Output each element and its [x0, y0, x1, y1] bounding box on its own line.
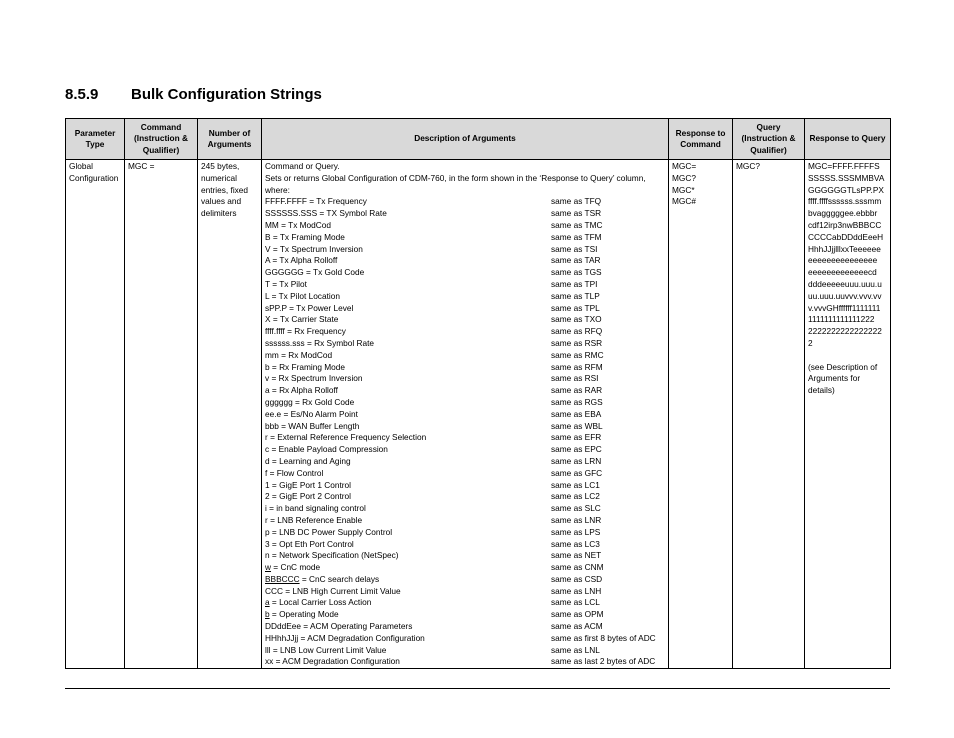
argument-line: [265, 527, 665, 539]
argument-equivalent: same as TPL: [551, 302, 600, 313]
argument-equivalent: same as TLP: [551, 290, 600, 301]
response-query-line: CCCCabDDddEeeH: [808, 231, 884, 242]
argument-line: [265, 562, 665, 574]
argument-definition: r = External Reference Frequency Selection: [265, 432, 427, 443]
argument-definition: SSSSSS.SSS = TX Symbol Rate: [265, 208, 387, 219]
argument-equivalent: same as LRN: [551, 455, 602, 466]
argument-equivalent: same as TFQ: [551, 196, 602, 207]
argument-definition: A = Tx Alpha Rolloff: [265, 255, 338, 266]
table-row: [66, 160, 891, 669]
argument-definition: ssssss.sss = Rx Symbol Rate: [265, 337, 375, 348]
argument-definition: mm = Rx ModCod: [265, 349, 333, 360]
argument-definition: T = Tx Pilot: [265, 278, 307, 289]
cell-parameter-type: Global Configuration: [66, 160, 125, 669]
argument-line: [265, 621, 665, 633]
response-query-line: 2222222222222222: [808, 326, 882, 337]
header-query: Query (Instruction & Qualifier): [733, 119, 805, 160]
argument-line: [265, 397, 665, 409]
argument-definition: B = Tx Framing Mode: [265, 231, 345, 242]
argument-definition: [265, 562, 551, 574]
argument-line: [265, 267, 665, 279]
argument-definition: FFFF.FFFF = Tx Frequency: [265, 196, 367, 207]
argument-line: [265, 291, 665, 303]
footer-divider: [65, 688, 890, 689]
argument-definition: DDddEee = ACM Operating Parameters: [265, 621, 413, 632]
argument-equivalent: same as LC1: [551, 479, 600, 490]
argument-line: [265, 362, 665, 374]
argument-equivalent: same as TSI: [551, 243, 598, 254]
argument-line: [265, 656, 665, 668]
argument-equivalent: same as RSI: [551, 373, 599, 384]
argument-equivalent: same as LCL: [551, 597, 600, 608]
response-command-item: MGC?: [672, 172, 696, 183]
argument-equivalent: same as CNM: [551, 562, 604, 573]
argument-definition: v = Rx Spectrum Inversion: [265, 373, 363, 384]
argument-line: [265, 409, 665, 421]
response-query-line: cdf12irp3nwBBBCC: [808, 219, 882, 230]
argument-definition: c = Enable Payload Compression: [265, 444, 388, 455]
section-heading: [65, 86, 322, 103]
response-query-note: (see Description of Arguments for details): [808, 361, 878, 396]
argument-equivalent: same as TAR: [551, 255, 601, 266]
description-intro-line: Sets or returns Global Configuration of CDM-760, in the form shown in the ‘Response to Query’ column,: [265, 172, 646, 183]
argument-definition: d = Learning and Aging: [265, 455, 351, 466]
argument-definition: L = Tx Pilot Location: [265, 290, 340, 301]
argument-definition: bbb = WAN Buffer Length: [265, 420, 360, 431]
argument-symbol: BBBCCC: [265, 573, 300, 584]
argument-line: [265, 633, 665, 645]
response-command-item: MGC*: [672, 184, 695, 195]
argument-equivalent: same as TFM: [551, 231, 602, 242]
bulk-config-table: [65, 118, 891, 669]
argument-line: [265, 491, 665, 503]
header-command: Command (Instruction & Qualifier): [125, 119, 198, 160]
response-query-line: GGGGGGTLsPP.PX: [808, 184, 884, 195]
response-query-line: dddeeeeeuuu.uuu.u: [808, 278, 882, 289]
argument-definition: GGGGGG = Tx Gold Code: [265, 267, 365, 278]
argument-definition: b = Rx Framing Mode: [265, 361, 346, 372]
argument-line: [265, 326, 665, 338]
argument-list: [265, 196, 665, 668]
argument-definition: 1 = GigE Port 1 Control: [265, 479, 352, 490]
argument-line: [265, 586, 665, 598]
argument-line: [265, 468, 665, 480]
argument-symbol: b: [265, 609, 270, 620]
argument-line: [265, 609, 665, 621]
section-number: 8.5.9: [65, 86, 99, 103]
cell-query: MGC?: [733, 160, 805, 669]
argument-line: [265, 456, 665, 468]
argument-equivalent: same as last 2 bytes of ADC: [551, 656, 656, 667]
cell-command: MGC =: [125, 160, 198, 669]
argument-equivalent: same as first 8 bytes of ADC: [551, 632, 656, 643]
argument-line: [265, 503, 665, 515]
response-query-line: v.vvvGHffffff1111111: [808, 302, 881, 313]
argument-equivalent: same as LPS: [551, 526, 601, 537]
argument-equivalent: same as NET: [551, 550, 602, 561]
argument-equivalent: same as RFM: [551, 361, 603, 372]
argument-definition: a = Rx Alpha Rolloff: [265, 385, 338, 396]
argument-line: [265, 350, 665, 362]
response-query-line: HhhJJjjlllxxTeeeeee: [808, 243, 881, 254]
response-query-line: eeeeeeeeeeeeecd: [808, 267, 877, 278]
response-query-string: [808, 161, 887, 350]
argument-line: [265, 338, 665, 350]
response-query-line: eeeeeeeeeeeeeee: [808, 255, 878, 266]
argument-line: [265, 645, 665, 657]
argument-meaning: = Local Carrier Loss Action: [269, 597, 372, 608]
response-command-item: MGC#: [672, 196, 696, 207]
argument-equivalent: same as WBL: [551, 420, 603, 431]
argument-equivalent: same as EBA: [551, 408, 602, 419]
table-header-row: [66, 119, 891, 160]
argument-definition: n = Network Specification (NetSpec): [265, 550, 399, 561]
argument-meaning: = Operating Mode: [269, 609, 339, 620]
argument-definition: 2 = GigE Port 2 Control: [265, 491, 352, 502]
argument-equivalent: same as ACM: [551, 621, 603, 632]
header-number-of-arguments: Number of Arguments: [198, 119, 262, 160]
argument-equivalent: same as RSR: [551, 337, 603, 348]
argument-line: [265, 208, 665, 220]
argument-equivalent: same as TPI: [551, 278, 598, 289]
cell-response-to-query: [805, 160, 891, 669]
argument-equivalent: same as GFC: [551, 467, 603, 478]
argument-meaning: = CnC search delays: [299, 573, 380, 584]
argument-line: [265, 432, 665, 444]
cell-description: [262, 160, 669, 669]
argument-equivalent: same as LNH: [551, 585, 602, 596]
argument-equivalent: same as EFR: [551, 432, 602, 443]
description-intro-line: Command or Query.: [265, 161, 340, 171]
argument-equivalent: same as OPM: [551, 609, 604, 620]
argument-equivalent: same as RGS: [551, 396, 603, 407]
argument-line: [265, 314, 665, 326]
response-command-list: [672, 161, 729, 208]
header-response-to-command: Response to Command: [669, 119, 733, 160]
argument-definition: HHhhJJjj = ACM Degradation Configuration: [265, 632, 425, 643]
argument-line: [265, 220, 665, 232]
argument-equivalent: same as LC3: [551, 538, 600, 549]
argument-symbol: w: [265, 562, 271, 573]
argument-equivalent: same as LNL: [551, 644, 600, 655]
argument-definition: r = LNB Reference Enable: [265, 514, 363, 525]
argument-line: [265, 515, 665, 527]
description-intro-line: where:: [265, 184, 290, 195]
argument-definition: f = Flow Control: [265, 467, 324, 478]
argument-definition: lll = LNB Low Current Limit Value: [265, 644, 387, 655]
argument-definition: p = LNB DC Power Supply Control: [265, 526, 393, 537]
response-query-line: 1111111111111222: [808, 314, 875, 325]
cell-response-to-command: [669, 160, 733, 669]
argument-line: [265, 373, 665, 385]
argument-definition: gggggg = Rx Gold Code: [265, 396, 355, 407]
argument-equivalent: same as EPC: [551, 444, 602, 455]
argument-line: [265, 444, 665, 456]
argument-equivalent: same as LNR: [551, 514, 602, 525]
argument-line: [265, 385, 665, 397]
argument-definition: MM = Tx ModCod: [265, 219, 332, 230]
cell-num-args: 245 bytes, numerical entries, fixed values and delimiters: [198, 160, 262, 669]
argument-line: [265, 279, 665, 291]
argument-equivalent: same as RFQ: [551, 326, 603, 337]
argument-line: [265, 480, 665, 492]
argument-line: [265, 550, 665, 562]
argument-equivalent: same as LC2: [551, 491, 600, 502]
argument-equivalent: same as RMC: [551, 349, 604, 360]
argument-definition: [265, 574, 551, 586]
argument-equivalent: same as TMC: [551, 219, 603, 230]
argument-symbol: a: [265, 597, 270, 608]
response-query-line: bvagggggee.ebbbr: [808, 208, 878, 219]
argument-equivalent: same as CSD: [551, 573, 603, 584]
argument-line: [265, 255, 665, 267]
header-parameter-type: Parameter Type: [66, 119, 125, 160]
argument-line: [265, 574, 665, 586]
argument-equivalent: same as TGS: [551, 267, 602, 278]
argument-line: [265, 232, 665, 244]
argument-definition: sPP.P = Tx Power Level: [265, 302, 354, 313]
argument-equivalent: same as RAR: [551, 385, 603, 396]
argument-equivalent: same as SLC: [551, 503, 601, 514]
argument-line: [265, 303, 665, 315]
argument-line: [265, 244, 665, 256]
argument-definition: X = Tx Carrier State: [265, 314, 339, 325]
response-query-line: SSSSS.SSSMMBVA: [808, 172, 885, 183]
header-response-to-query: Response to Query: [805, 119, 891, 160]
argument-definition: [265, 609, 551, 621]
argument-definition: i = in band signaling control: [265, 503, 366, 514]
argument-line: [265, 196, 665, 208]
argument-line: [265, 539, 665, 551]
response-query-line: MGC=FFFF.FFFFS: [808, 161, 880, 171]
argument-equivalent: same as TSR: [551, 208, 602, 219]
argument-definition: ee.e = Es/No Alarm Point: [265, 408, 358, 419]
argument-definition: CCC = LNB High Current Limit Value: [265, 585, 401, 596]
argument-meaning: = CnC mode: [271, 562, 321, 573]
argument-definition: ffff.ffff = Rx Frequency: [265, 326, 346, 337]
header-description: Description of Arguments: [262, 119, 669, 160]
response-query-line: uu.uuu.uuvvv.vvv.vv: [808, 290, 882, 301]
response-query-line: 2: [808, 337, 813, 348]
argument-definition: xx = ACM Degradation Configuration: [265, 656, 400, 667]
response-command-item: MGC=: [672, 161, 697, 171]
argument-definition: 3 = Opt Eth Port Control: [265, 538, 354, 549]
argument-equivalent: same as TXO: [551, 314, 602, 325]
argument-definition: V = Tx Spectrum Inversion: [265, 243, 363, 254]
argument-line: [265, 421, 665, 433]
argument-definition: [265, 597, 551, 609]
response-query-line: ffff.ffffssssss.sssmm: [808, 196, 882, 207]
section-title: Bulk Configuration Strings: [131, 86, 322, 103]
argument-line: [265, 597, 665, 609]
description-intro: [265, 161, 665, 196]
